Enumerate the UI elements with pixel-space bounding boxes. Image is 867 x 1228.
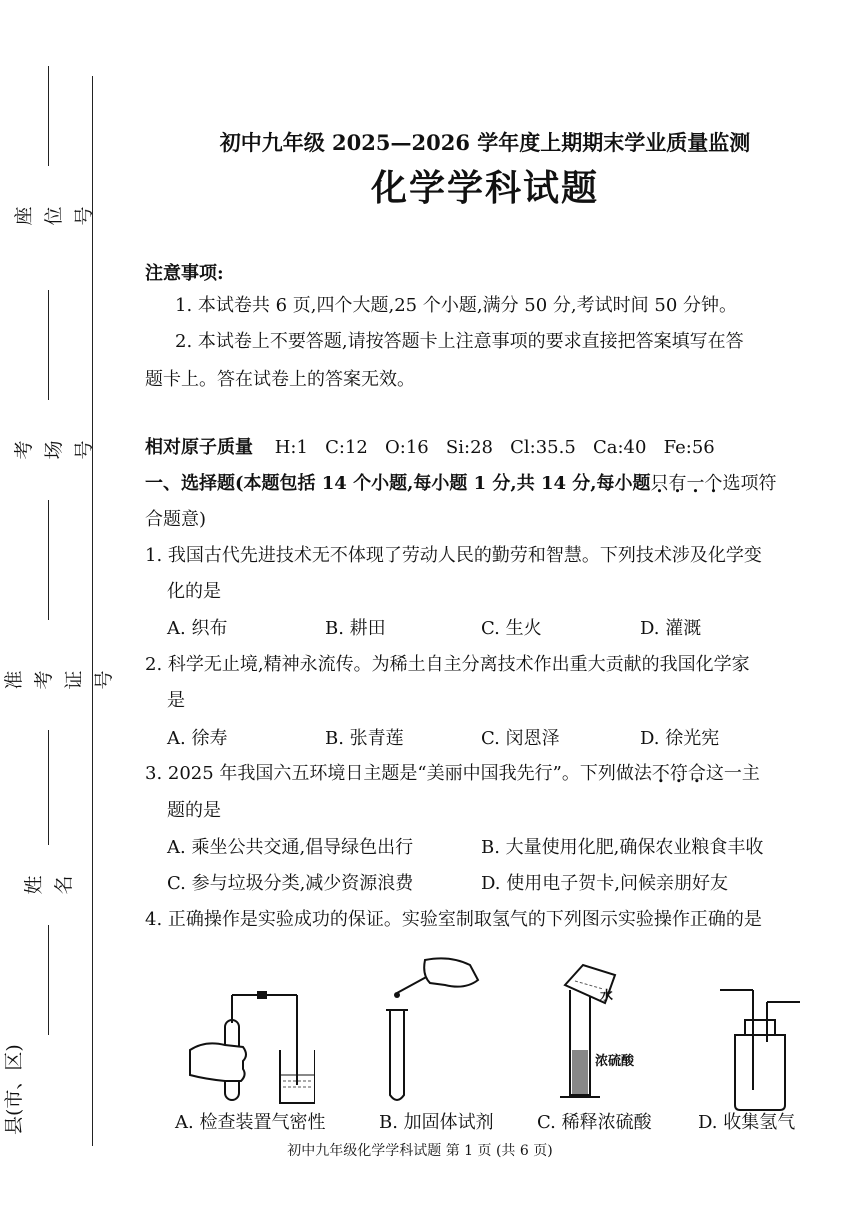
option-c[interactable]: C. 闵恩泽 [481, 728, 560, 749]
emphasis-char: 符 [669, 763, 688, 784]
section-1-intro: 一、选择题(本题包括 14 个小题,每小题 1 分,共 14 分,每小题 [145, 473, 651, 494]
section-1-intro-end: 选项符 [722, 473, 777, 494]
emphasis-char: 不 [651, 763, 670, 784]
emphasis-char: 个 [704, 473, 723, 494]
atomic-masses-label: 相对原子质量 [145, 437, 253, 458]
name-underline-lower [48, 925, 49, 1035]
notice-heading: 注意事项: [145, 263, 224, 284]
emphasis-char: 有 [668, 473, 687, 494]
option-d[interactable]: D. 徐光宪 [640, 728, 720, 749]
caption-b: B. 加固体试剂 [379, 1112, 494, 1133]
seat-number-label: 座位号 [13, 206, 95, 226]
label-concentrated-acid: 浓硫酸 [595, 1054, 635, 1069]
option-b[interactable]: B. 大量使用化肥,确保农业粮食丰收 [481, 837, 764, 858]
label-water: 水 [600, 989, 614, 1004]
admission-number-label: 准考证号 [3, 670, 115, 690]
exam-title: 初中九年级 2025—2026 学年度上期期末学业质量监测 [219, 130, 751, 155]
seat-number-field[interactable] [13, 176, 95, 256]
county-field[interactable] [3, 1044, 64, 1170]
county-label: 县(市、区) [3, 1044, 25, 1135]
option-c[interactable]: C. 参与垃圾分类,减少资源浪费 [167, 873, 414, 894]
option-d[interactable]: D. 使用电子贺卡,问候亲朋好友 [481, 873, 728, 894]
binding-line [92, 76, 93, 1146]
binding-margin [0, 0, 115, 1228]
notice-item-2-cont: 题卡上。答在试卷上的答案无效。 [145, 369, 415, 390]
subject-title: 化学学科试题 [370, 167, 599, 209]
option-b[interactable]: B. 张青莲 [325, 728, 404, 749]
option-b[interactable]: B. 耕田 [325, 618, 386, 639]
emphasis-char: 一 [686, 473, 705, 494]
caption-c: C. 稀释浓硫酸 [537, 1112, 652, 1133]
option-d[interactable]: D. 灌溉 [640, 618, 702, 639]
notice-item-2: 2. 本试卷上不要答题,请按答题卡上注意事项的要求直接把答案填写在答 [175, 331, 744, 352]
option-c[interactable]: C. 生火 [481, 618, 542, 639]
page-footer: 初中九年级化学学科试题 第 1 页 (共 6 页) [287, 1143, 553, 1159]
question-3-stem-end: 这一主 [705, 763, 760, 784]
option-a[interactable]: A. 徐寿 [167, 728, 228, 749]
question-1-stem-cont: 化的是 [167, 581, 221, 602]
name-label: 姓名 [23, 875, 75, 895]
question-3-stem [145, 762, 825, 786]
section-1-heading-cont: 合题意) [145, 509, 207, 530]
section-1-heading [145, 472, 825, 496]
question-2-stem-cont: 是 [167, 690, 185, 711]
admission-number-field[interactable] [3, 630, 115, 730]
option-a[interactable]: A. 乘坐公共交通,倡导绿色出行 [167, 837, 414, 858]
seat-number-underline [48, 66, 49, 166]
caption-d: D. 收集氢气 [698, 1112, 796, 1133]
figure-c-diluting-acid [545, 955, 655, 1115]
question-3-stem-start: 3. 2025 年我国六五环境日主题是“美丽中国我先行”。下列做法 [145, 763, 652, 784]
caption-a: A. 检查装置气密性 [175, 1112, 326, 1133]
question-1-stem: 1. 我国古代先进技术无不体现了劳动人民的勤劳和智慧。下列技术涉及化学变 [145, 545, 762, 566]
notice-item-1: 1. 本试卷共 6 页,四个大题,25 个小题,满分 50 分,考试时间 50 分钟。 [175, 295, 737, 316]
emphasis-char: 只 [650, 473, 669, 494]
exam-room-field[interactable] [13, 410, 95, 490]
atomic-masses [145, 436, 825, 460]
figure-a-airtightness [185, 975, 315, 1125]
option-a[interactable]: A. 织布 [167, 618, 228, 639]
question-2-stem: 2. 科学无止境,精神永流传。为稀土自主分离技术作出重大贡献的我国化学家 [145, 654, 750, 675]
exam-room-label: 考场号 [13, 440, 95, 460]
question-3-stem-cont: 题的是 [167, 800, 221, 821]
figure-b-solid-reagent [370, 955, 480, 1115]
atomic-masses-values: H:1 C:12 O:16 Si:28 Cl:35.5 Ca:40 Fe:56 [274, 437, 715, 458]
admission-number-underline [48, 500, 49, 620]
name-underline [48, 730, 49, 845]
name-field[interactable] [23, 855, 75, 915]
question-4-stem: 4. 正确操作是实验成功的保证。实验室制取氢气的下列图示实验操作正确的是 [145, 909, 762, 930]
emphasis-char: 合 [687, 763, 706, 784]
exam-room-underline [48, 290, 49, 400]
